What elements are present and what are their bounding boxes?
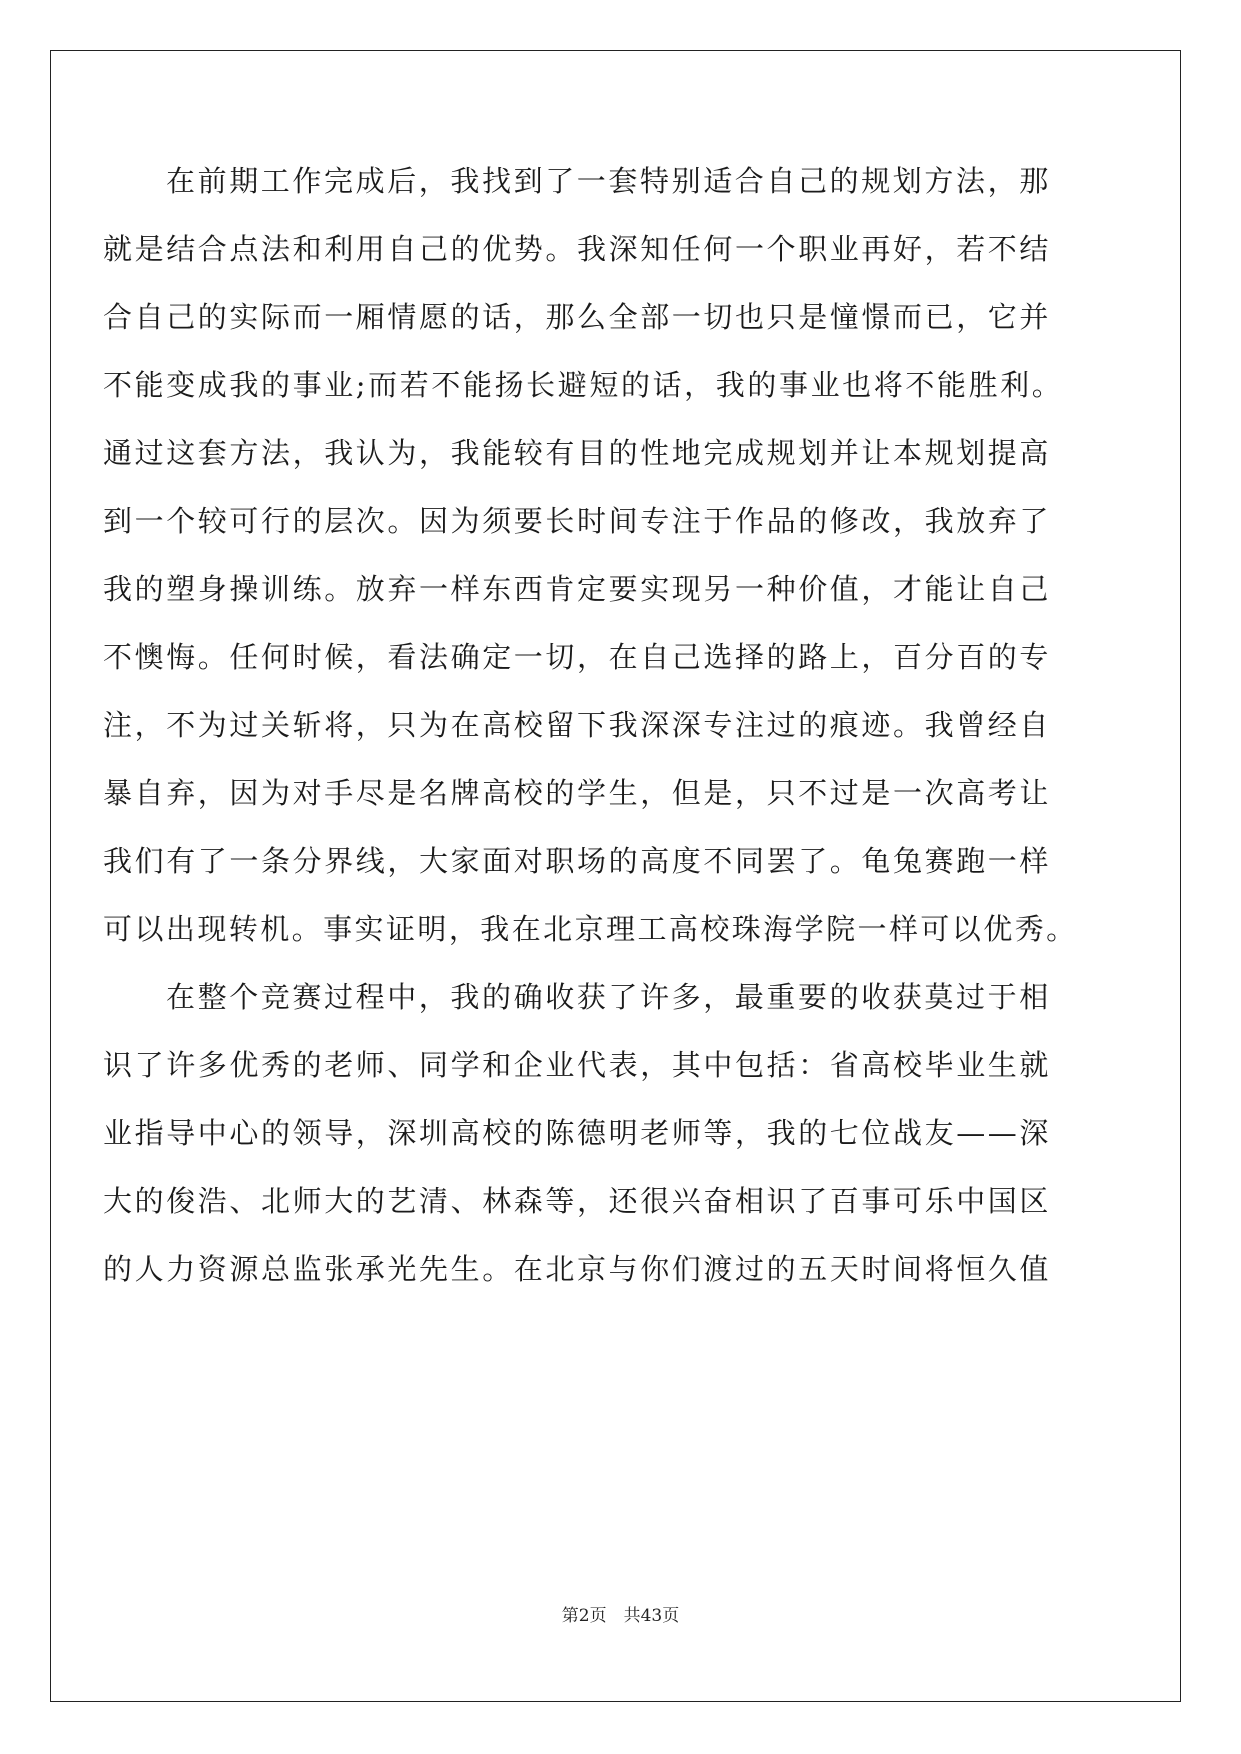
paragraph-line: 通过这套方法，我认为，我能较有目的性地完成规划并让本规划提高 — [103, 436, 1052, 470]
paragraph-line: 就是结合点法和利用自己的优势。我深知任何一个职业再好，若不结 — [103, 232, 1052, 266]
paragraph-line: 到一个较可行的层次。因为须要长时间专注于作品的修改，我放弃了 — [103, 504, 1052, 538]
paragraph-line: 业指导中心的领导，深圳高校的陈德明老师等，我的七位战友——深 — [103, 1116, 1052, 1150]
paragraph-line: 大的俊浩、北师大的艺清、林森等，还很兴奋相识了百事可乐中国区 — [103, 1184, 1052, 1218]
paragraph-line: 我们有了一条分界线，大家面对职场的高度不同罢了。龟兔赛跑一样 — [103, 844, 1052, 878]
paragraph-line: 合自己的实际而一厢情愿的话，那么全部一切也只是憧憬而已，它并 — [103, 300, 1052, 334]
paragraph-line: 在整个竞赛过程中，我的确收获了许多，最重要的收获莫过于相 — [166, 980, 1051, 1014]
paragraph-line: 可以出现转机。事实证明，我在北京理工高校珠海学院一样可以优秀。 — [103, 912, 1078, 946]
paragraph-line: 在前期工作完成后，我找到了一套特别适合自己的规划方法，那 — [166, 164, 1051, 198]
paragraph-line: 不能变成我的事业;而若不能扬长避短的话，我的事业也将不能胜利。 — [103, 368, 1064, 402]
paragraph-line: 识了许多优秀的老师、同学和企业代表，其中包括：省高校毕业生就 — [103, 1048, 1052, 1082]
paragraph-line: 不懊悔。任何时候，看法确定一切，在自己选择的路上，百分百的专 — [103, 640, 1052, 674]
paragraph-line: 我的塑身操训练。放弃一样东西肯定要实现另一种价值，才能让自己 — [103, 572, 1052, 606]
page-number: 第2页 共43页 — [561, 1606, 680, 1626]
paragraph-line: 注，不为过关斩将，只为在高校留下我深深专注过的痕迹。我曾经自 — [103, 708, 1052, 742]
paragraph-line: 的人力资源总监张承光先生。在北京与你们渡过的五天时间将恒久值 — [103, 1252, 1052, 1286]
paragraph-line: 暴自弃，因为对手尽是名牌高校的学生，但是，只不过是一次高考让 — [103, 776, 1052, 810]
